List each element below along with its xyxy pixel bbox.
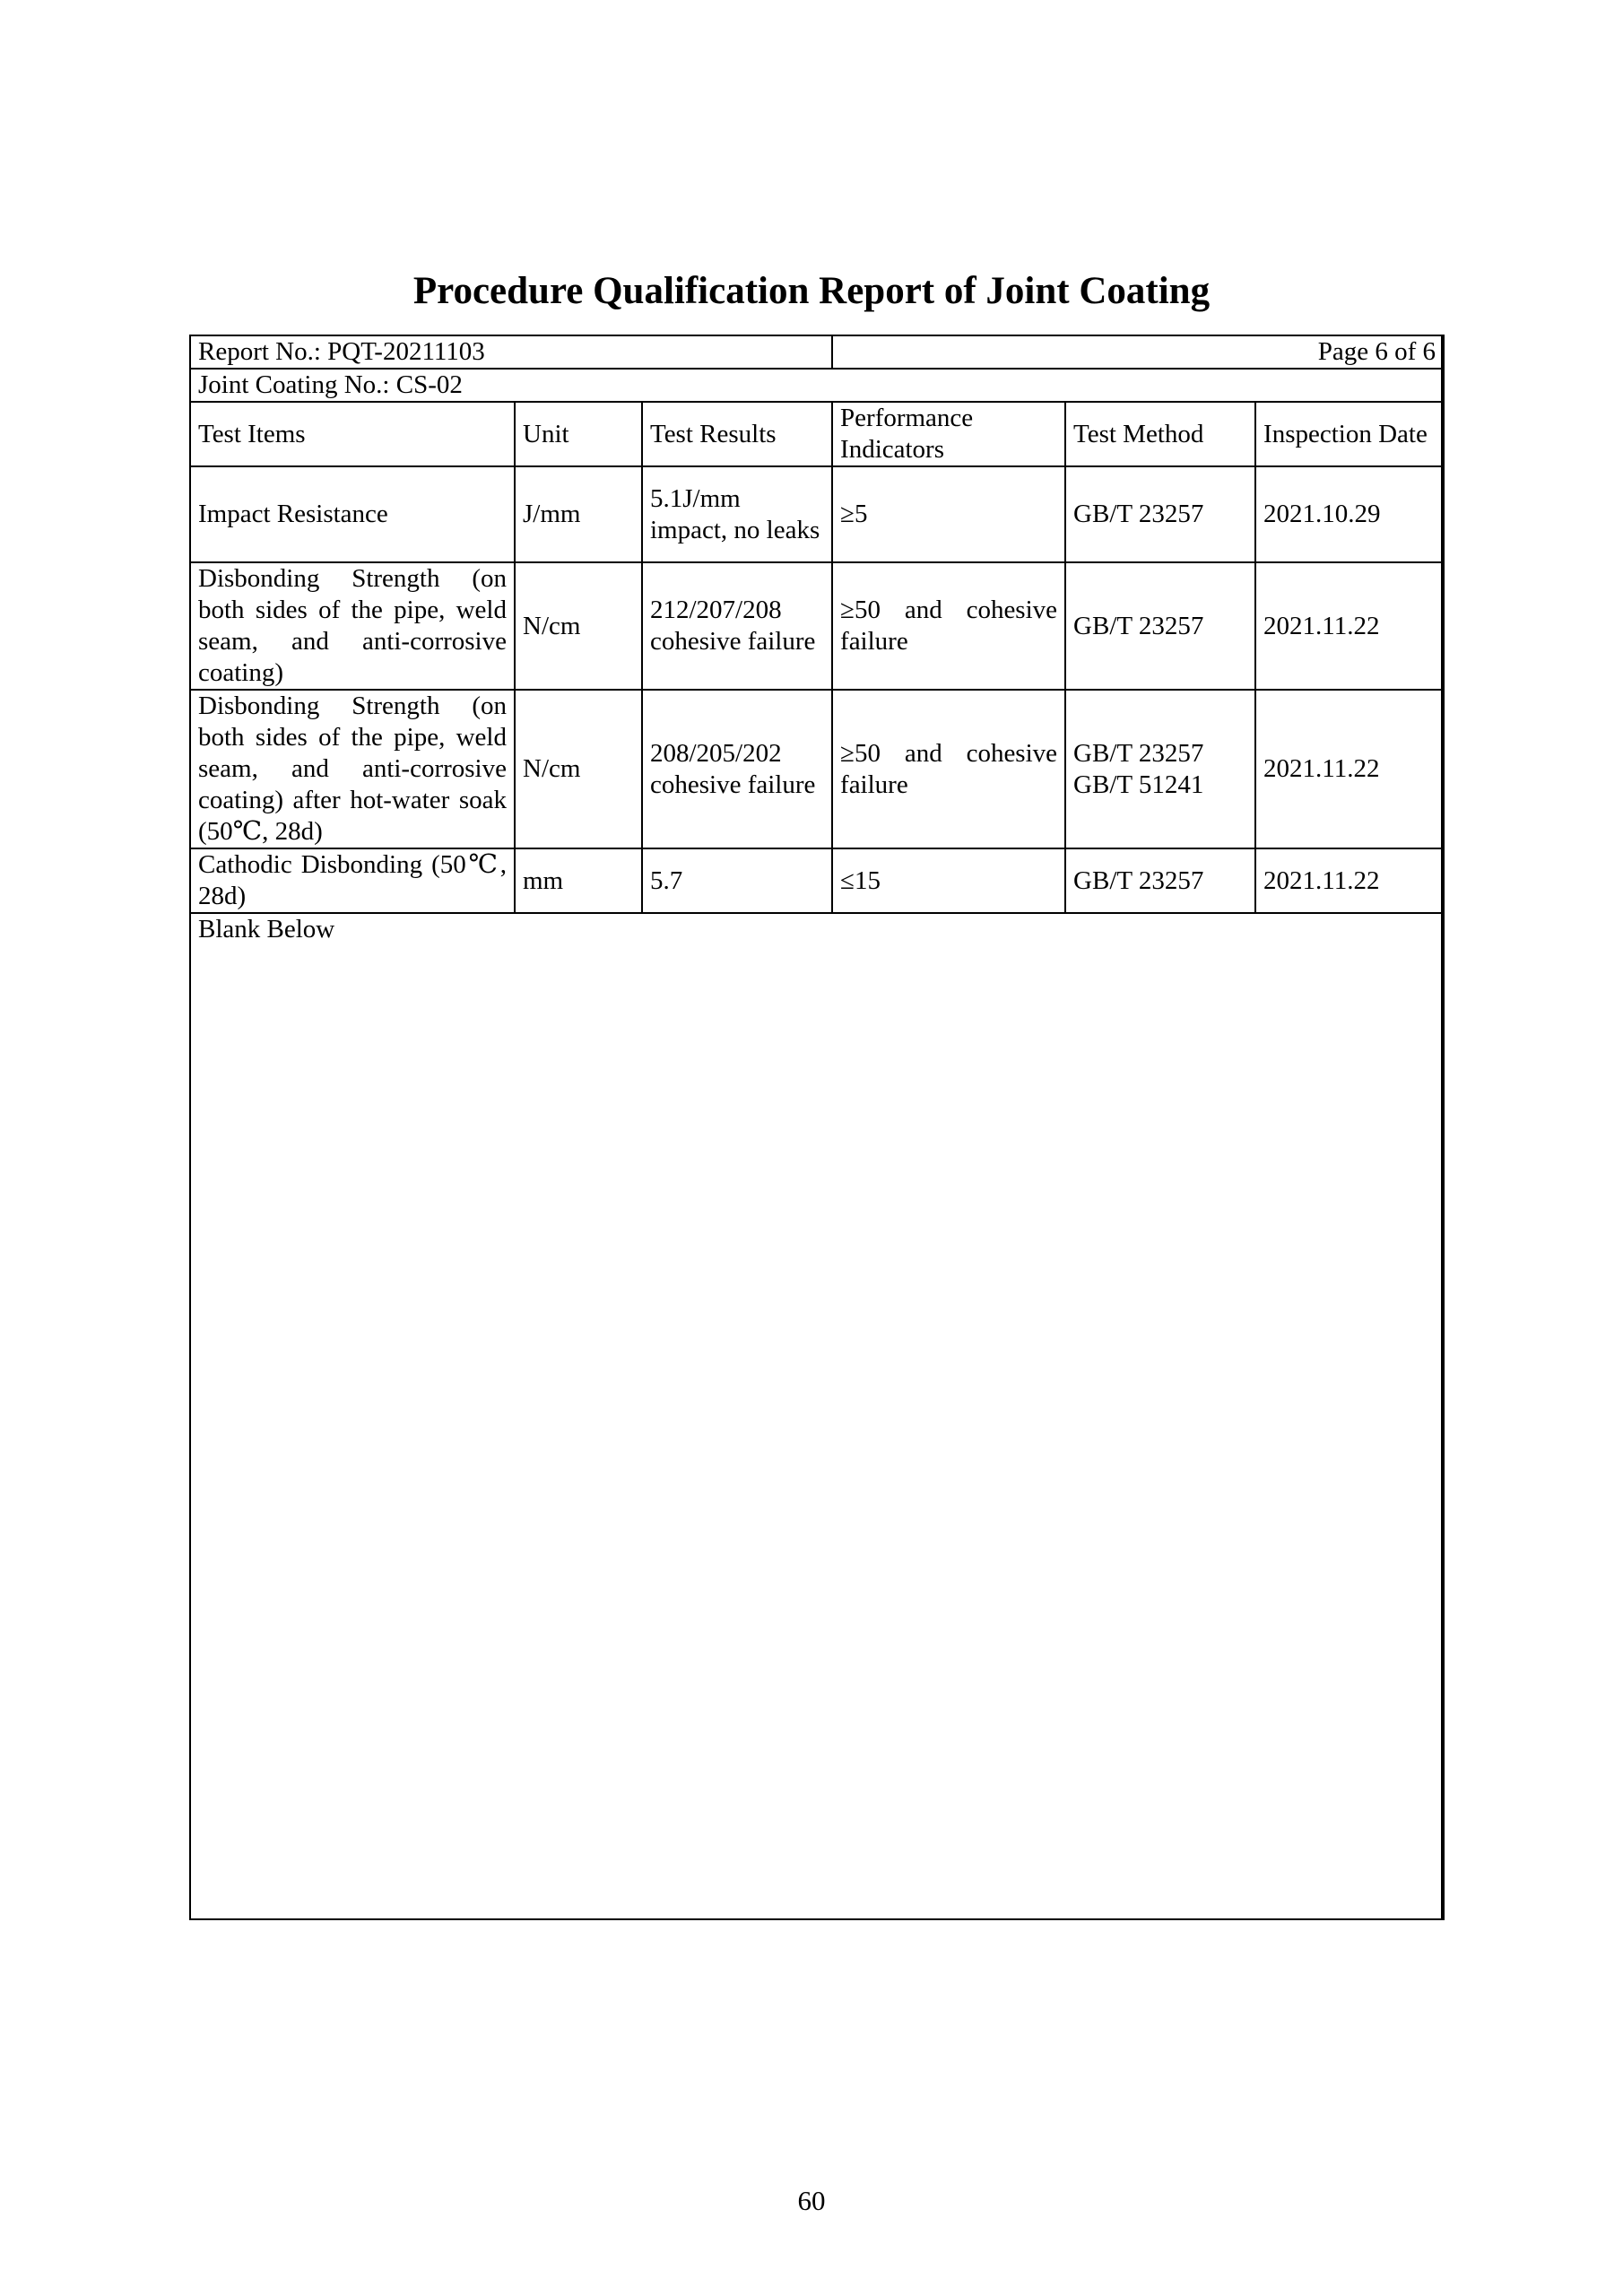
inspection-date-cell: 2021.11.22 <box>1255 690 1444 848</box>
test-item-cell: Disbonding Strength (on both sides of the pipe, weld seam, and anti-corrosive coating) after hot-water soak (50℃, 28d) <box>190 690 515 848</box>
inspection-date-cell: 2021.11.22 <box>1255 562 1444 690</box>
test-method-cell: GB/T 23257 <box>1065 848 1255 913</box>
performance-indicator-cell: ≥50 and cohesive failure <box>832 690 1065 848</box>
joint-coating-row <box>190 369 1444 402</box>
test-method-cell: GB/T 23257 <box>1065 562 1255 690</box>
page-number: 60 <box>797 2185 826 2216</box>
header-test-method: Test Method <box>1065 402 1255 466</box>
test-method-cell <box>1065 690 1255 848</box>
blank-row <box>190 913 1444 1919</box>
table-row <box>190 562 1444 690</box>
inspection-date-cell: 2021.10.29 <box>1255 466 1444 562</box>
test-item-cell: Cathodic Disbonding (50℃, 28d) <box>190 848 515 913</box>
performance-indicator-cell: ≥50 and cohesive failure <box>832 562 1065 690</box>
inspection-date-cell: 2021.11.22 <box>1255 848 1444 913</box>
unit-cell: mm <box>515 848 642 913</box>
header-inspection-date: Inspection Date <box>1255 402 1444 466</box>
header-unit: Unit <box>515 402 642 466</box>
test-item-cell: Impact Resistance <box>190 466 515 562</box>
test-results-cell: 212/207/208 cohesive failure <box>642 562 832 690</box>
unit-cell: J/mm <box>515 466 642 562</box>
document-title: Procedure Qualification Report of Joint Coating <box>412 270 1211 312</box>
performance-indicator-cell: ≥5 <box>832 466 1065 562</box>
test-item-cell: Disbonding Strength (on both sides of the pipe, weld seam, and anti-corrosive coating) <box>190 562 515 690</box>
header-test-results: Test Results <box>642 402 832 466</box>
report-number: Report No.: PQT-20211103 <box>190 335 832 369</box>
report-table <box>189 335 1445 1920</box>
table-row <box>190 466 1444 562</box>
blank-below-note: Blank Below <box>190 913 1444 1919</box>
test-method-line: GB/T 23257 <box>1073 738 1204 768</box>
performance-indicator-cell: ≤15 <box>832 848 1065 913</box>
header-performance-indicators: Performance Indicators <box>832 402 1065 466</box>
unit-cell: N/cm <box>515 690 642 848</box>
report-number-row <box>190 335 1444 369</box>
header-test-items: Test Items <box>190 402 515 466</box>
joint-coating-number: Joint Coating No.: CS-02 <box>190 369 1444 402</box>
test-method-line: GB/T 51241 <box>1073 770 1204 799</box>
test-results-cell: 208/205/202 cohesive failure <box>642 690 832 848</box>
test-results-cell: 5.7 <box>642 848 832 913</box>
test-method-cell: GB/T 23257 <box>1065 466 1255 562</box>
table-row <box>190 690 1444 848</box>
unit-cell: N/cm <box>515 562 642 690</box>
table-row <box>190 848 1444 913</box>
table-header-row <box>190 402 1444 466</box>
page-info: Page 6 of 6 <box>832 335 1444 369</box>
test-results-cell: 5.1J/mm impact, no leaks <box>642 466 832 562</box>
